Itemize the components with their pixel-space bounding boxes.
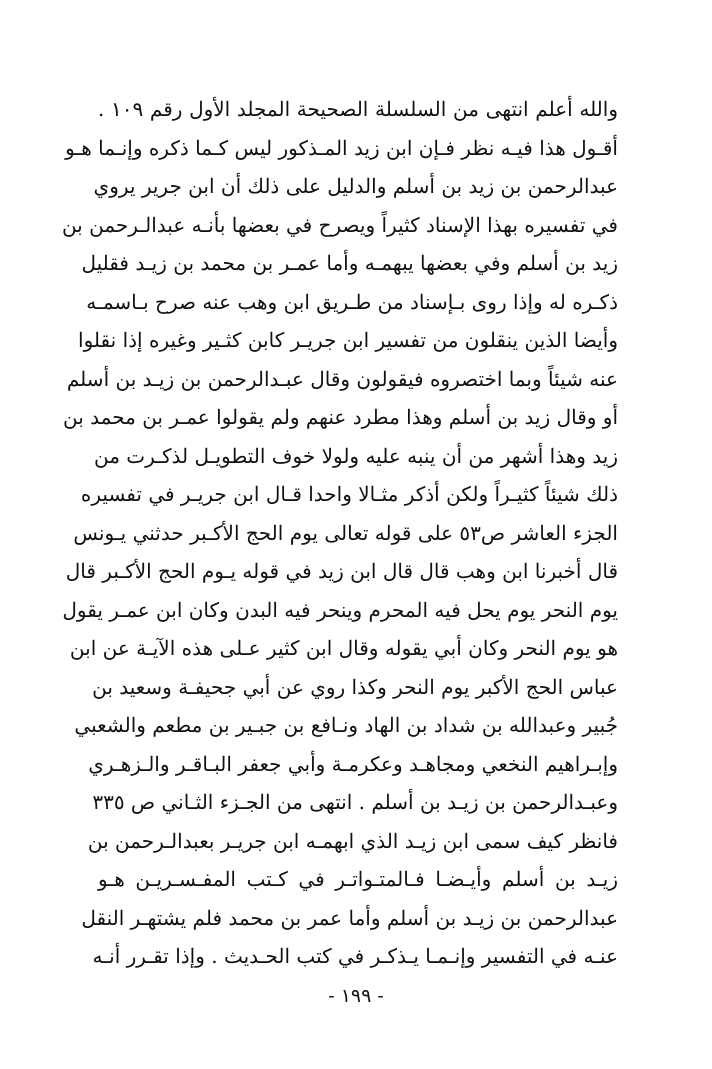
- text-line: زيـد بن أسلم وأيـضـا فـالمتـواتـر في كـتب المفـسـريـن هـو: [98, 867, 618, 891]
- text-line: أو وقال زيد بن أسلم وهذا مطرد عنهم ولم يقولوا عمـر بن محمد بن: [63, 405, 618, 429]
- text-line: وعبـدالرحمن بن زيـد بن أسلم . انتهى من الجـزء الثـاني ص ٣٣٥: [92, 790, 618, 814]
- page-number: - ١٩٩ -: [328, 985, 384, 1007]
- text-line: زيد وهذا أشهر من أن ينبه عليه ولولا خوف التطويـل لذكـرت من: [93, 443, 618, 468]
- text-line: عبدالرحمن بن زيـد بن أسلم وأما عمر بن محمد فلم يشتهـر النقل: [81, 905, 618, 930]
- text-line: قال أخبرنا ابن وهب قال قال ابن زيد في قوله يـوم الحج الأكـبر قال: [65, 559, 618, 583]
- text-line: والله أعلم انتهى من السلسلة الصحيحة المجلد الأول رقم ١٠٩ .: [98, 97, 618, 121]
- text-line: وإبـراهيم النخعي ومجاهـد وعكرمـة وأبي جعفر البـاقـر والـزهـري: [88, 751, 618, 776]
- body-text: [61, 90, 618, 976]
- text-line: يوم النحر يوم يحل فيه المحرم وينحر فيه البدن وكان ابن عمـر يقول: [62, 597, 618, 622]
- text-line: وأيضا الذين ينقلون من تفسير ابن جريـر كابن كثـير وغيره إذا نقلوا: [78, 328, 618, 352]
- text-line: ذكـره له وإذا روى بـإسناد من طـريق ابن وهب عنه صرح بـاسمـه: [86, 289, 618, 314]
- text-line: الجزء العاشر ص٥٣ على قوله تعالى يوم الحج الأكـبر حدثني يـونس: [73, 520, 618, 545]
- text-line: جُبير وعبدالله بن شداد بن الهاد ونـافع بن جبـير بن مطعم والشعبي: [74, 713, 618, 737]
- text-line: عنه شيئاً وبما اختصروه فيقولون وقال عبـدالرحمن بن زيـد بن أسلم: [66, 366, 618, 391]
- text-line: ذلك شيئاً كثيـراً ولكن أذكر مثـالا واحدا قـال ابن جريـر في تفسيره: [80, 482, 618, 506]
- text-line: هو يوم النحر وكان أبي يقوله وقال ابن كثير عـلى هذه الآيـة عن ابن: [69, 636, 618, 660]
- text-line: أقـول هذا فيـه نظر فـإن ابن زيد المـذكور ليس كـما ذكره وإنـما هـو: [65, 135, 618, 160]
- text-line: عباس الحج الأكبر يوم النحر وكذا روي عن أبي جحيفـة وسعيد بن: [92, 674, 618, 699]
- text-line: فانظر كيف سمى ابن زيـد الذي ابهمـه ابن جريـر بعبدالـرحمن بن: [87, 828, 618, 853]
- text-line: عنـه في التفسير وإنـمـا يـذكـر في كتب الحـديث . وإذا تقـرر أنـه: [92, 944, 618, 968]
- text-line: في تفسيره بهذا الإسناد كثيراً ويصرح في بعضها بأنـه عبدالـرحمن بن: [61, 212, 618, 237]
- text-line: عبدالرحمن بن زيد بن أسلم والدليل على ذلك أن ابن جرير يروي: [93, 174, 618, 198]
- text-line: زيد بن أسلم وفي بعضها يبهمـه وأما عمـر بن محمد بن زيـد فقليل: [81, 251, 618, 275]
